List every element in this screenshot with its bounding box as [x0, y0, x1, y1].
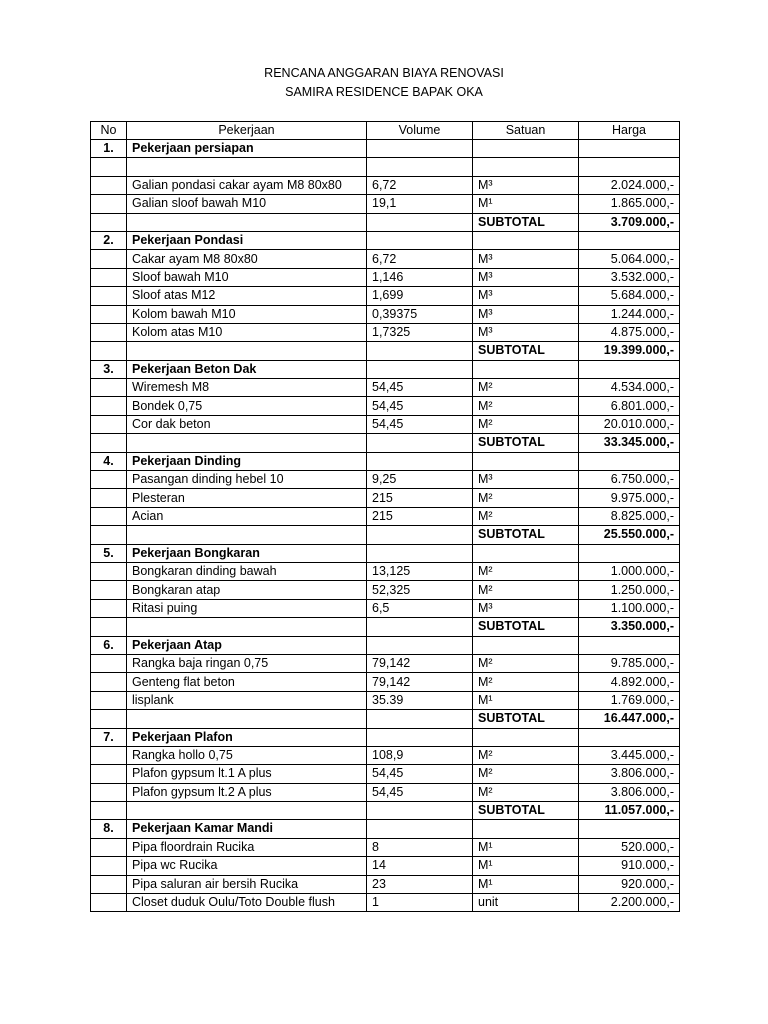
- item-price: 20.010.000,-: [579, 415, 680, 433]
- table-row: [91, 471, 680, 489]
- row-number-cell: [91, 250, 127, 268]
- row-number-cell: [91, 323, 127, 341]
- unit-cell: [473, 544, 579, 562]
- volume-cell: [367, 544, 473, 562]
- section-name: Pekerjaan Pondasi: [127, 231, 367, 249]
- item-volume: 215: [367, 507, 473, 525]
- table-row: [91, 379, 680, 397]
- section-name: Pekerjaan Bongkaran: [127, 544, 367, 562]
- header-satuan: Satuan: [473, 122, 579, 140]
- item-unit: M²: [473, 379, 579, 397]
- row-number-cell: [91, 857, 127, 875]
- row-number-cell: [91, 802, 127, 820]
- price-cell: [579, 140, 680, 158]
- item-volume: 1,699: [367, 287, 473, 305]
- item-description: Genteng flat beton: [127, 673, 367, 691]
- item-volume: 52,325: [367, 581, 473, 599]
- table-row: [91, 323, 680, 341]
- item-unit: M¹: [473, 691, 579, 709]
- section-header-row: [91, 231, 680, 249]
- header-volume: Volume: [367, 122, 473, 140]
- item-unit: M¹: [473, 875, 579, 893]
- subtotal-amount: 3.709.000,-: [579, 213, 680, 231]
- item-volume: 14: [367, 857, 473, 875]
- unit-cell: [473, 360, 579, 378]
- section-header-row: [91, 360, 680, 378]
- item-volume: 79,142: [367, 673, 473, 691]
- subtotal-volume-cell: [367, 802, 473, 820]
- item-unit: M¹: [473, 857, 579, 875]
- price-cell: [579, 728, 680, 746]
- item-description: Acian: [127, 507, 367, 525]
- volume-cell: [367, 140, 473, 158]
- row-number-cell: [91, 397, 127, 415]
- subtotal-label: SUBTOTAL: [473, 710, 579, 728]
- table-row: [91, 857, 680, 875]
- item-unit: M²: [473, 397, 579, 415]
- item-unit: M³: [473, 323, 579, 341]
- header-pekerjaan: Pekerjaan: [127, 122, 367, 140]
- item-volume: 9,25: [367, 471, 473, 489]
- subtotal-amount: 3.350.000,-: [579, 618, 680, 636]
- item-unit: M¹: [473, 838, 579, 856]
- item-description: [127, 158, 367, 176]
- item-volume: 108,9: [367, 746, 473, 764]
- item-unit: M²: [473, 654, 579, 672]
- subtotal-volume-cell: [367, 213, 473, 231]
- item-price: 9.975.000,-: [579, 489, 680, 507]
- row-number-cell: [91, 434, 127, 452]
- table-row: [91, 287, 680, 305]
- item-description: Closet duduk Oulu/Toto Double flush: [127, 894, 367, 912]
- row-number-cell: [91, 213, 127, 231]
- item-description: Pasangan dinding hebel 10: [127, 471, 367, 489]
- item-description: Kolom atas M10: [127, 323, 367, 341]
- item-description: Bongkaran atap: [127, 581, 367, 599]
- section-number: 2.: [91, 231, 127, 249]
- subtotal-row: [91, 342, 680, 360]
- item-description: Plafon gypsum lt.2 A plus: [127, 783, 367, 801]
- item-unit: M²: [473, 562, 579, 580]
- volume-cell: [367, 820, 473, 838]
- item-price: 9.785.000,-: [579, 654, 680, 672]
- row-number-cell: [91, 765, 127, 783]
- table-row: [91, 250, 680, 268]
- subtotal-row: [91, 213, 680, 231]
- price-cell: [579, 360, 680, 378]
- row-number-cell: [91, 710, 127, 728]
- table-row: [91, 268, 680, 286]
- item-price: 4.892.000,-: [579, 673, 680, 691]
- item-volume: 54,45: [367, 397, 473, 415]
- price-cell: [579, 820, 680, 838]
- section-name: Pekerjaan Beton Dak: [127, 360, 367, 378]
- subtotal-desc-cell: [127, 342, 367, 360]
- item-unit: M²: [473, 765, 579, 783]
- item-volume: [367, 158, 473, 176]
- item-description: Bongkaran dinding bawah: [127, 562, 367, 580]
- section-header-row: [91, 452, 680, 470]
- row-number-cell: [91, 287, 127, 305]
- table-row: [91, 507, 680, 525]
- item-description: Pipa floordrain Rucika: [127, 838, 367, 856]
- header-no: No: [91, 122, 127, 140]
- item-description: Ritasi puing: [127, 599, 367, 617]
- table-row: [91, 599, 680, 617]
- item-description: Rangka baja ringan 0,75: [127, 654, 367, 672]
- table-header-row: [91, 122, 680, 140]
- item-price: 8.825.000,-: [579, 507, 680, 525]
- row-number-cell: [91, 875, 127, 893]
- item-description: Galian sloof bawah M10: [127, 195, 367, 213]
- item-description: Galian pondasi cakar ayam M8 80x80: [127, 176, 367, 194]
- item-price: 5.684.000,-: [579, 287, 680, 305]
- row-number-cell: [91, 379, 127, 397]
- section-name: Pekerjaan persiapan: [127, 140, 367, 158]
- item-volume: 6,72: [367, 176, 473, 194]
- section-name: Pekerjaan Dinding: [127, 452, 367, 470]
- budget-table: [90, 121, 680, 912]
- item-unit: M³: [473, 471, 579, 489]
- item-price: 6.750.000,-: [579, 471, 680, 489]
- row-number-cell: [91, 746, 127, 764]
- item-unit: M²: [473, 673, 579, 691]
- item-volume: 8: [367, 838, 473, 856]
- item-volume: 35.39: [367, 691, 473, 709]
- item-unit: M²: [473, 415, 579, 433]
- table-row: [91, 305, 680, 323]
- section-number: 8.: [91, 820, 127, 838]
- item-price: [579, 158, 680, 176]
- item-price: 2.200.000,-: [579, 894, 680, 912]
- volume-cell: [367, 636, 473, 654]
- item-price: 520.000,-: [579, 838, 680, 856]
- item-volume: 54,45: [367, 415, 473, 433]
- row-number-cell: [91, 195, 127, 213]
- item-price: 910.000,-: [579, 857, 680, 875]
- table-row: [91, 489, 680, 507]
- item-volume: 79,142: [367, 654, 473, 672]
- row-number-cell: [91, 305, 127, 323]
- item-description: Plafon gypsum lt.1 A plus: [127, 765, 367, 783]
- subtotal-amount: 16.447.000,-: [579, 710, 680, 728]
- table-row: [91, 158, 680, 176]
- subtotal-row: [91, 802, 680, 820]
- table-row: [91, 783, 680, 801]
- section-header-row: [91, 140, 680, 158]
- section-name: Pekerjaan Plafon: [127, 728, 367, 746]
- item-volume: 23: [367, 875, 473, 893]
- item-unit: M³: [473, 305, 579, 323]
- row-number-cell: [91, 562, 127, 580]
- item-price: 3.806.000,-: [579, 765, 680, 783]
- row-number-cell: [91, 342, 127, 360]
- item-volume: 1,146: [367, 268, 473, 286]
- row-number-cell: [91, 581, 127, 599]
- subtotal-desc-cell: [127, 434, 367, 452]
- subtotal-amount: 19.399.000,-: [579, 342, 680, 360]
- table-row: [91, 581, 680, 599]
- volume-cell: [367, 452, 473, 470]
- item-description: Cakar ayam M8 80x80: [127, 250, 367, 268]
- item-unit: M³: [473, 599, 579, 617]
- item-unit: [473, 158, 579, 176]
- item-price: 6.801.000,-: [579, 397, 680, 415]
- subtotal-row: [91, 434, 680, 452]
- item-price: 1.250.000,-: [579, 581, 680, 599]
- row-number-cell: [91, 176, 127, 194]
- item-description: Kolom bawah M10: [127, 305, 367, 323]
- item-description: lisplank: [127, 691, 367, 709]
- subtotal-row: [91, 618, 680, 636]
- item-unit: M¹: [473, 195, 579, 213]
- row-number-cell: [91, 673, 127, 691]
- item-price: 4.534.000,-: [579, 379, 680, 397]
- volume-cell: [367, 728, 473, 746]
- item-description: Plesteran: [127, 489, 367, 507]
- subtotal-amount: 25.550.000,-: [579, 526, 680, 544]
- row-number-cell: [91, 838, 127, 856]
- item-volume: 54,45: [367, 765, 473, 783]
- subtotal-volume-cell: [367, 526, 473, 544]
- row-number-cell: [91, 691, 127, 709]
- section-name: Pekerjaan Kamar Mandi: [127, 820, 367, 838]
- unit-cell: [473, 636, 579, 654]
- item-price: 1.865.000,-: [579, 195, 680, 213]
- volume-cell: [367, 360, 473, 378]
- subtotal-amount: 11.057.000,-: [579, 802, 680, 820]
- item-price: 920.000,-: [579, 875, 680, 893]
- unit-cell: [473, 140, 579, 158]
- item-unit: M²: [473, 489, 579, 507]
- item-price: 1.100.000,-: [579, 599, 680, 617]
- price-cell: [579, 544, 680, 562]
- unit-cell: [473, 820, 579, 838]
- table-row: [91, 691, 680, 709]
- item-description: Sloof atas M12: [127, 287, 367, 305]
- header-harga: Harga: [579, 122, 680, 140]
- subtotal-label: SUBTOTAL: [473, 802, 579, 820]
- unit-cell: [473, 231, 579, 249]
- item-volume: 0,39375: [367, 305, 473, 323]
- table-row: [91, 654, 680, 672]
- subtotal-desc-cell: [127, 710, 367, 728]
- row-number-cell: [91, 526, 127, 544]
- item-unit: M²: [473, 507, 579, 525]
- price-cell: [579, 231, 680, 249]
- table-row: [91, 397, 680, 415]
- row-number-cell: [91, 471, 127, 489]
- section-header-row: [91, 544, 680, 562]
- item-price: 3.532.000,-: [579, 268, 680, 286]
- table-row: [91, 562, 680, 580]
- row-number-cell: [91, 158, 127, 176]
- item-description: Pipa wc Rucika: [127, 857, 367, 875]
- volume-cell: [367, 231, 473, 249]
- row-number-cell: [91, 415, 127, 433]
- item-unit: unit: [473, 894, 579, 912]
- item-unit: M³: [473, 268, 579, 286]
- item-unit: M³: [473, 250, 579, 268]
- row-number-cell: [91, 507, 127, 525]
- row-number-cell: [91, 599, 127, 617]
- item-price: 3.445.000,-: [579, 746, 680, 764]
- document-subtitle: SAMIRA RESIDENCE BAPAK OKA: [285, 85, 483, 99]
- table-row: [91, 176, 680, 194]
- unit-cell: [473, 452, 579, 470]
- subtotal-label: SUBTOTAL: [473, 342, 579, 360]
- item-volume: 6,72: [367, 250, 473, 268]
- subtotal-row: [91, 526, 680, 544]
- section-header-row: [91, 728, 680, 746]
- section-number: 3.: [91, 360, 127, 378]
- section-header-row: [91, 636, 680, 654]
- item-volume: 54,45: [367, 379, 473, 397]
- item-price: 5.064.000,-: [579, 250, 680, 268]
- subtotal-label: SUBTOTAL: [473, 526, 579, 544]
- item-volume: 215: [367, 489, 473, 507]
- item-volume: 1: [367, 894, 473, 912]
- subtotal-volume-cell: [367, 434, 473, 452]
- subtotal-label: SUBTOTAL: [473, 618, 579, 636]
- item-unit: M²: [473, 783, 579, 801]
- section-number: 5.: [91, 544, 127, 562]
- section-number: 7.: [91, 728, 127, 746]
- table-row: [91, 415, 680, 433]
- item-price: 4.875.000,-: [579, 323, 680, 341]
- row-number-cell: [91, 618, 127, 636]
- subtotal-volume-cell: [367, 710, 473, 728]
- subtotal-volume-cell: [367, 342, 473, 360]
- row-number-cell: [91, 489, 127, 507]
- item-volume: 19,1: [367, 195, 473, 213]
- row-number-cell: [91, 783, 127, 801]
- item-description: Pipa saluran air bersih Rucika: [127, 875, 367, 893]
- item-volume: 13,125: [367, 562, 473, 580]
- price-cell: [579, 452, 680, 470]
- row-number-cell: [91, 268, 127, 286]
- item-volume: 1,7325: [367, 323, 473, 341]
- item-unit: M³: [473, 287, 579, 305]
- item-volume: 6,5: [367, 599, 473, 617]
- subtotal-label: SUBTOTAL: [473, 213, 579, 231]
- row-number-cell: [91, 654, 127, 672]
- section-name: Pekerjaan Atap: [127, 636, 367, 654]
- document-title: RENCANA ANGGARAN BIAYA RENOVASI: [264, 66, 504, 80]
- unit-cell: [473, 728, 579, 746]
- item-description: Sloof bawah M10: [127, 268, 367, 286]
- row-number-cell: [91, 894, 127, 912]
- subtotal-label: SUBTOTAL: [473, 434, 579, 452]
- section-header-row: [91, 820, 680, 838]
- table-row: [91, 765, 680, 783]
- item-description: Cor dak beton: [127, 415, 367, 433]
- item-description: Rangka hollo 0,75: [127, 746, 367, 764]
- item-unit: M²: [473, 581, 579, 599]
- price-cell: [579, 636, 680, 654]
- subtotal-desc-cell: [127, 802, 367, 820]
- item-description: Bondek 0,75: [127, 397, 367, 415]
- subtotal-desc-cell: [127, 213, 367, 231]
- table-row: [91, 838, 680, 856]
- table-row: [91, 875, 680, 893]
- item-description: Wiremesh M8: [127, 379, 367, 397]
- table-body: [91, 140, 680, 912]
- item-price: 1.244.000,-: [579, 305, 680, 323]
- subtotal-row: [91, 710, 680, 728]
- section-number: 4.: [91, 452, 127, 470]
- item-unit: M³: [473, 176, 579, 194]
- table-row: [91, 746, 680, 764]
- table-row: [91, 195, 680, 213]
- subtotal-desc-cell: [127, 526, 367, 544]
- item-volume: 54,45: [367, 783, 473, 801]
- item-price: 2.024.000,-: [579, 176, 680, 194]
- item-price: 1.769.000,-: [579, 691, 680, 709]
- item-unit: M²: [473, 746, 579, 764]
- subtotal-desc-cell: [127, 618, 367, 636]
- table-row: [91, 894, 680, 912]
- subtotal-volume-cell: [367, 618, 473, 636]
- subtotal-amount: 33.345.000,-: [579, 434, 680, 452]
- section-number: 6.: [91, 636, 127, 654]
- item-price: 1.000.000,-: [579, 562, 680, 580]
- table-row: [91, 673, 680, 691]
- item-price: 3.806.000,-: [579, 783, 680, 801]
- section-number: 1.: [91, 140, 127, 158]
